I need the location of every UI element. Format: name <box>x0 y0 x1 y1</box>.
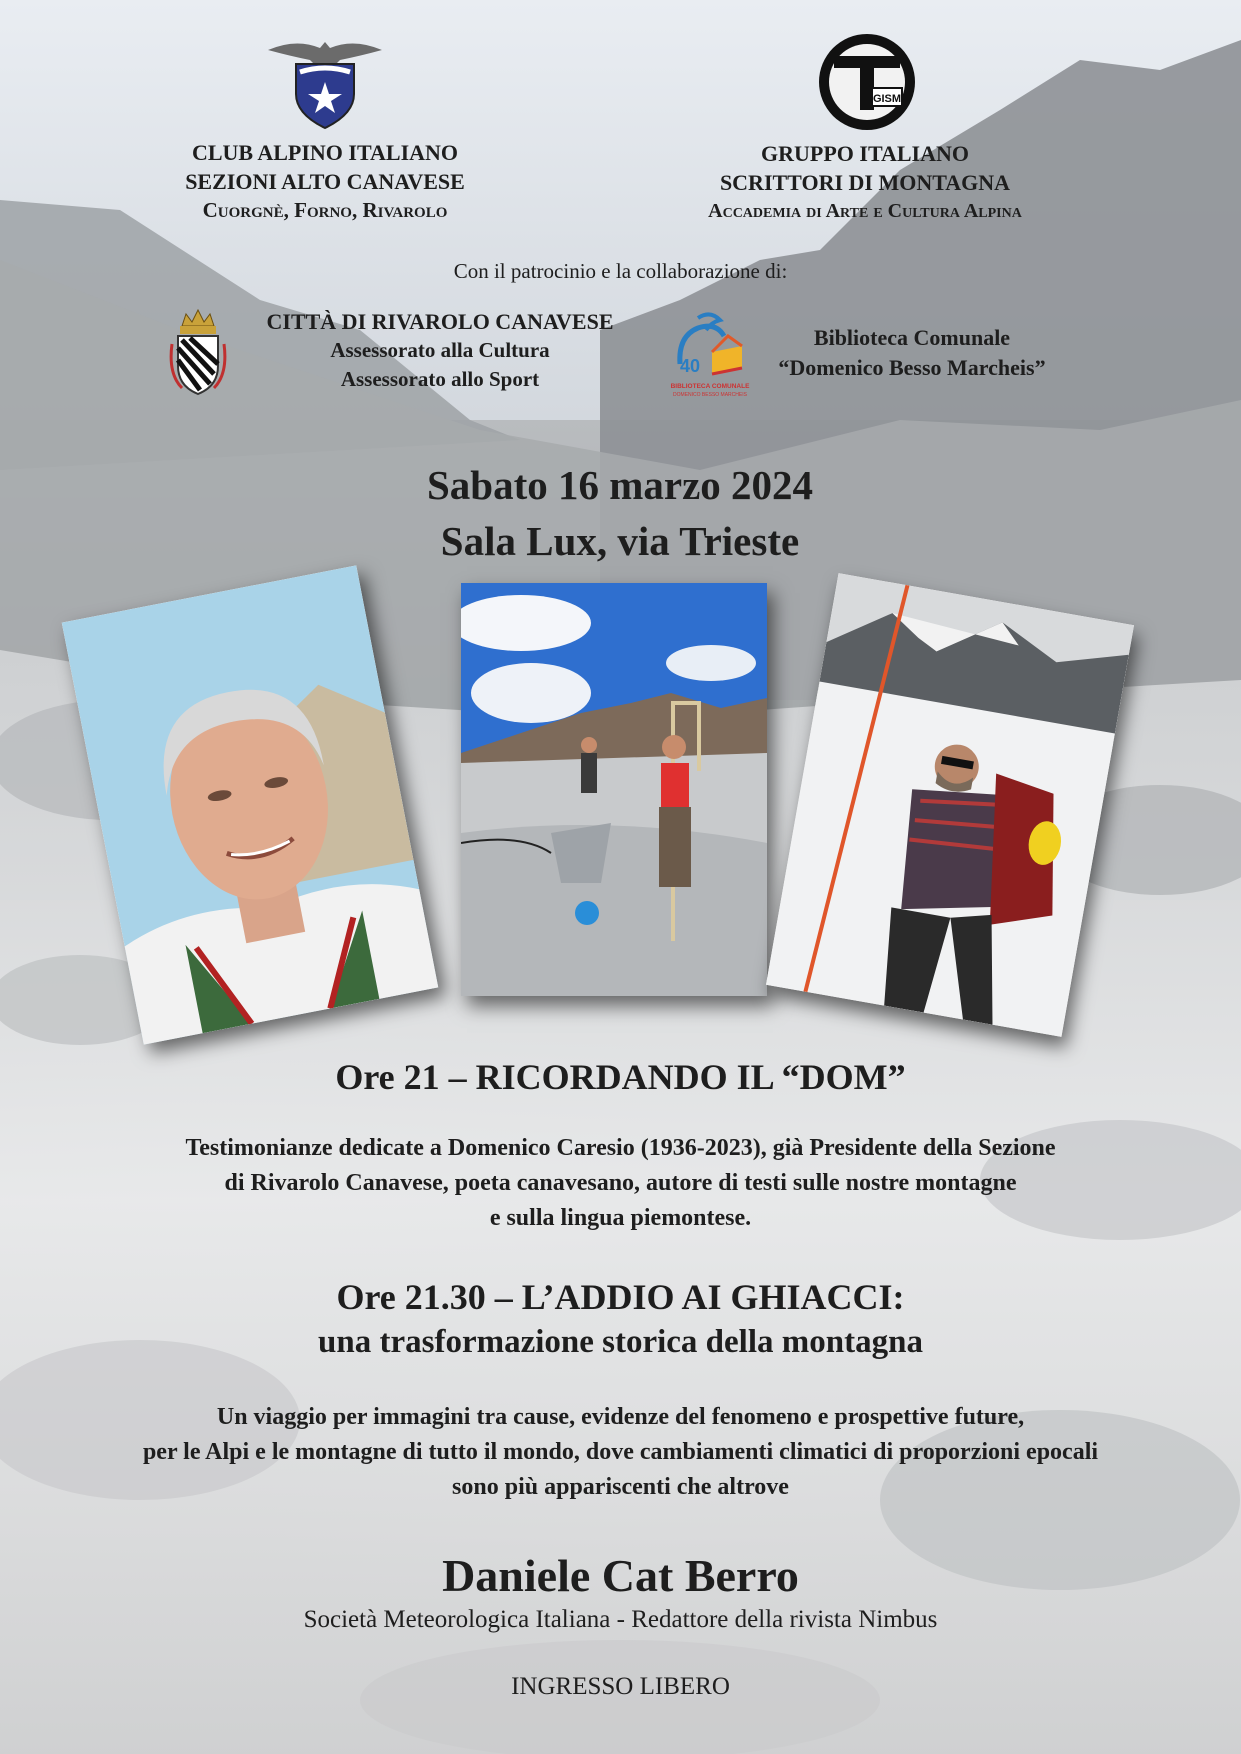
city-name: CITTÀ DI RIVAROLO CANAVESE <box>266 309 614 334</box>
event1-heading: Ore 21 – RICORDANDO IL “DOM” <box>335 1057 906 1097</box>
library-logo-caption2: DOMENICO BESSO MARCHEIS <box>673 392 747 398</box>
photo-glacier-measurement <box>461 583 767 996</box>
city-culture-office: Assessorato alla Cultura <box>330 338 550 362</box>
cai-towns: Cuorgnè, Forno, Rivarolo <box>202 198 448 222</box>
cai-name: CLUB ALPINO ITALIANO <box>191 140 459 165</box>
speaker-role: Società Meteorologica Italiana - Redattore della rivista Nimbus <box>303 1606 938 1633</box>
library-logo-caption1: BIBLIOTECA COMUNALE <box>670 383 750 390</box>
event-venue: Sala Lux, via Trieste <box>440 518 800 564</box>
event1-desc-line1: Testimonianze dedicate a Domenico Caresio (1936-2023), già Presidente della Sezione <box>185 1135 1056 1161</box>
event1-desc-line3: e sulla lingua piemontese. <box>489 1205 752 1231</box>
event2-heading-line2: una trasformazione storica della montagna <box>318 1324 923 1360</box>
event2-desc-line2: per le Alpi e le montagne di tutto il mondo, dove cambiamenti climatici di proporzioni epocali <box>142 1439 1099 1465</box>
event-date: Sabato 16 marzo 2024 <box>426 462 814 508</box>
cai-sections: SEZIONI ALTO CANAVESE <box>185 169 465 194</box>
library-dedication: “Domenico Besso Marcheis” <box>778 355 1046 380</box>
speaker-name: Daniele Cat Berro <box>442 1550 799 1601</box>
gism-logo <box>812 30 922 134</box>
library-logo-number: 40 <box>679 356 701 376</box>
patronage-text: Con il patrocinio e la collaborazione di: <box>453 259 788 283</box>
cai-logo <box>262 34 388 130</box>
library-name: Biblioteca Comunale <box>813 325 1011 350</box>
event2-desc-line1: Un viaggio per immagini tra cause, evidenze del fenomeno e prospettive future, <box>216 1404 1025 1430</box>
gism-academy: Accademia di Arte e Cultura Alpina <box>708 200 1022 222</box>
event2-heading-line1: Ore 21.30 – L’ADDIO AI GHIACCI: <box>336 1277 905 1317</box>
gism-name-line1: GRUPPO ITALIANO <box>761 141 969 166</box>
event2-desc-line3: sono più appariscenti che altrove <box>452 1474 789 1500</box>
event1-desc-line2: di Rivarolo Canavese, poeta canavesano, autore di testi sulle nostre montagne <box>224 1170 1017 1196</box>
free-entry-notice: INGRESSO LIBERO <box>511 1673 730 1700</box>
library-logo <box>668 306 752 398</box>
gism-name-line2: SCRITTORI DI MONTAGNA <box>719 170 1011 195</box>
gism-logo-text: GISM <box>872 93 902 105</box>
rivarolo-coat-of-arms <box>168 304 228 398</box>
city-sport-office: Assessorato allo Sport <box>340 367 540 391</box>
